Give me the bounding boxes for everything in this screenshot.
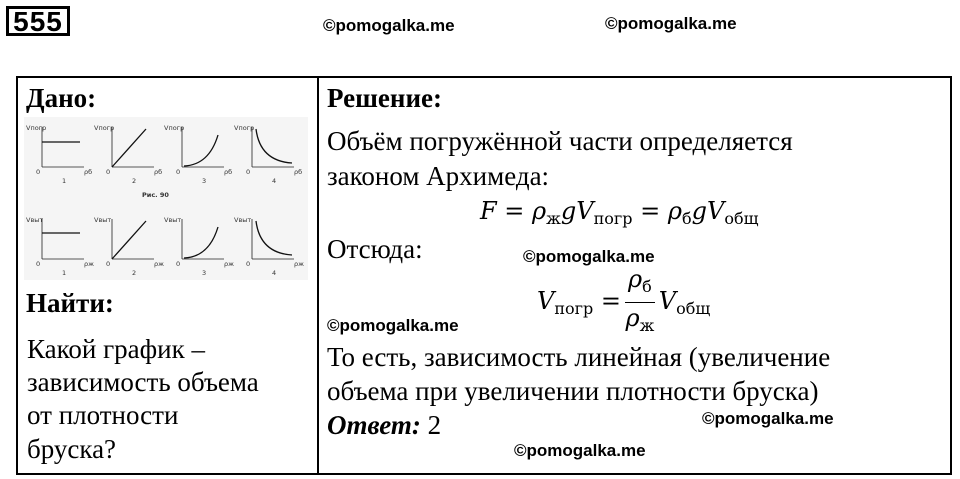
find-line: бруска? [27, 434, 117, 464]
archimedes-formula: $F = \rho_жgV_{погр} = \rho_бgV_{общ}$ [480, 197, 759, 228]
graph-x-label: ρж [154, 260, 164, 268]
watermark: ©pomogalka.me [702, 409, 834, 428]
graph-x-label: ρб [154, 168, 163, 176]
find-line: от плотности [27, 400, 179, 430]
watermark: ©pomogalka.me [523, 247, 655, 266]
conclusion-line: объема при увеличении плотности бруска) [327, 376, 819, 406]
graph-axis-label: Vвыт [164, 216, 182, 224]
answer-line [327, 410, 441, 440]
graph-axis-label: Vпогр [164, 124, 185, 132]
figure-caption: Рис. 90 [142, 191, 169, 199]
graph-x-label: ρб [294, 168, 303, 176]
graph-bottom-3 [164, 216, 234, 277]
graph-origin: 0 [176, 260, 181, 268]
graph-number: 1 [62, 269, 67, 277]
solution-heading: Решение: [327, 83, 442, 113]
graph-origin: 0 [176, 168, 181, 176]
graph-origin: 0 [106, 168, 111, 176]
graph-x-label: ρж [84, 260, 94, 268]
graph-number: 3 [202, 269, 207, 277]
graph-axis-label: Vвыт [26, 216, 44, 224]
graph-number: 4 [272, 269, 277, 277]
graph-number: 2 [132, 269, 137, 277]
graph-x-label: ρб [84, 168, 93, 176]
watermark: ©pomogalka.me [323, 16, 455, 35]
graph-bottom-2 [94, 216, 164, 277]
graph-bottom-1 [26, 216, 94, 277]
graph-top-4 [234, 124, 302, 185]
graph-top-3 [164, 124, 232, 185]
graph-axis-label: Vвыт [234, 216, 252, 224]
graphs-svg [24, 117, 308, 280]
find-line: Какой график – [27, 334, 205, 364]
watermark: ©pomogalka.me [605, 14, 737, 33]
watermark: ©pomogalka.me [514, 441, 646, 460]
answer-label: Ответ: [327, 410, 421, 440]
graph-number: 4 [272, 177, 277, 185]
solution-line: Объём погружённой части определяется [327, 126, 793, 156]
graph-origin: 0 [246, 168, 251, 176]
graph-x-label: ρж [294, 260, 304, 268]
graph-x-label: ρж [224, 260, 234, 268]
graph-origin: 0 [36, 168, 41, 176]
volume-formula: $V_{погр}$ = $\frac{\rho_б}{\rho_ж}$ $V_{общ}$ [537, 265, 711, 335]
graph-origin: 0 [246, 260, 251, 268]
find-line: зависимость объема [27, 367, 259, 397]
graph-axis-label: Vпогр [234, 124, 255, 132]
graph-top-2 [94, 124, 162, 185]
graph-x-label: ρб [224, 168, 233, 176]
graph-axis-label: Vвыт [94, 216, 112, 224]
graph-axis-label: Vпогр [26, 124, 47, 132]
solution-line: законом Архимеда: [327, 161, 550, 191]
graph-number: 3 [202, 177, 207, 185]
graph-origin: 0 [106, 260, 111, 268]
graphs-figure [24, 117, 308, 280]
graph-origin: 0 [36, 260, 41, 268]
graph-axis-label: Vпогр [94, 124, 115, 132]
column-divider [317, 76, 319, 475]
graph-top-1 [26, 124, 92, 185]
graph-bottom-4 [234, 216, 304, 277]
given-heading: Дано: [26, 83, 97, 113]
find-heading: Найти: [26, 288, 114, 318]
conclusion-line: То есть, зависимость линейная (увеличение [327, 342, 831, 372]
graph-number: 2 [132, 177, 137, 185]
watermark: ©pomogalka.me [327, 316, 459, 335]
graph-number: 1 [62, 177, 67, 185]
hence-label: Отсюда: [327, 234, 423, 264]
problem-number: 555 [6, 6, 70, 36]
answer-value: 2 [420, 410, 442, 440]
